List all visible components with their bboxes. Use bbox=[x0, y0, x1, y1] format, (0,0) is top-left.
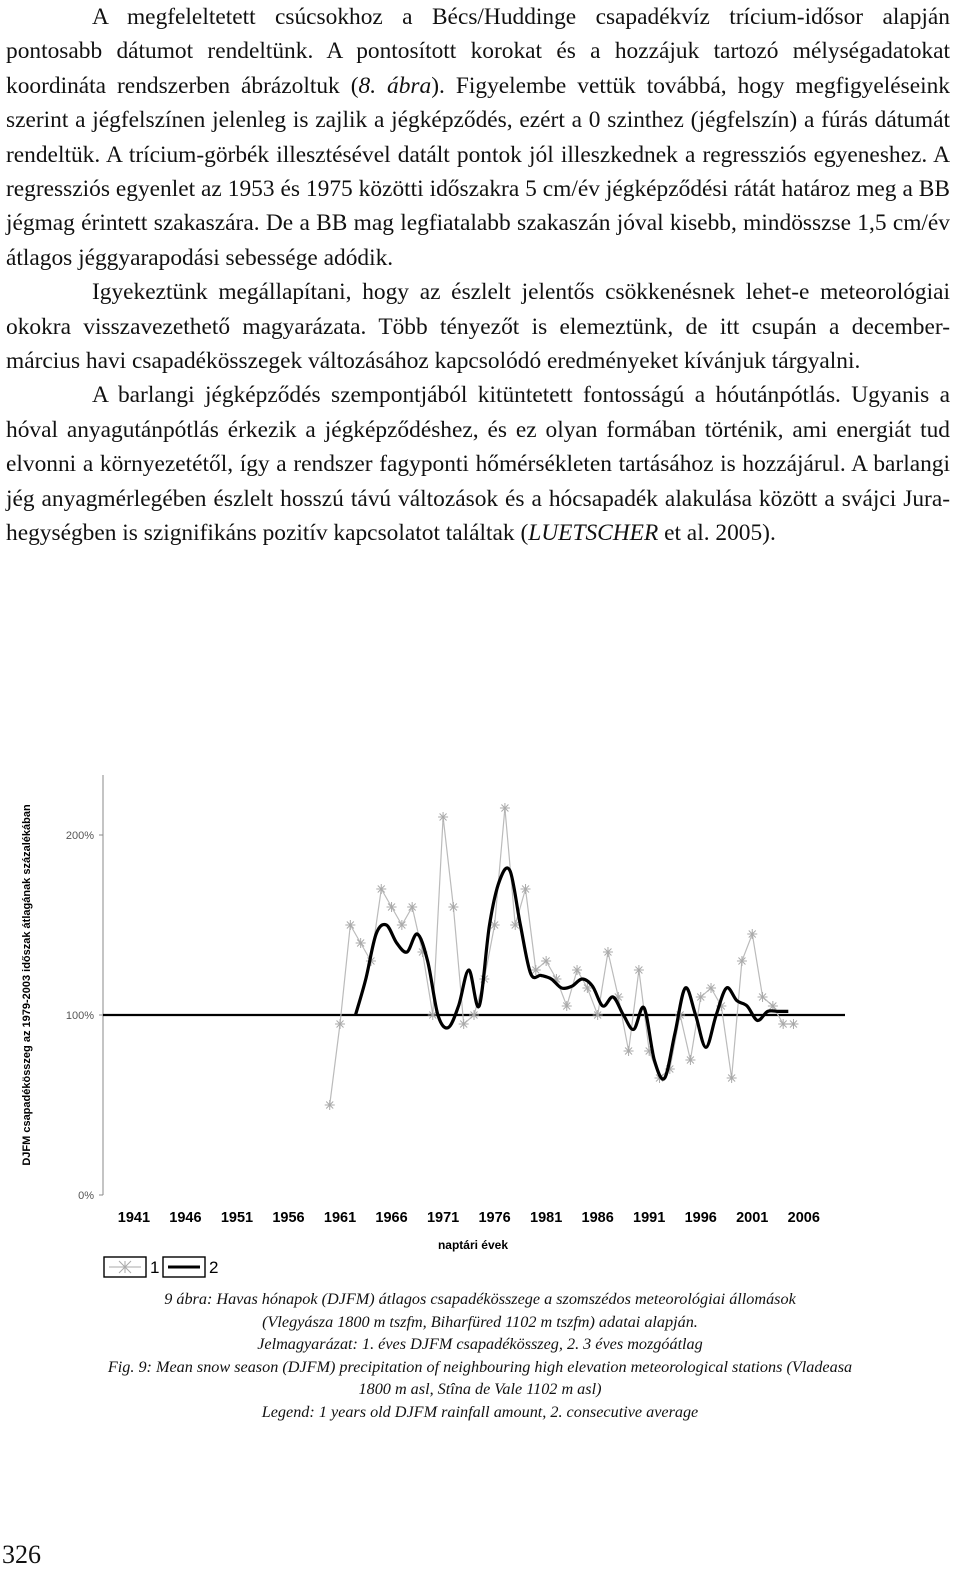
series-1-point bbox=[788, 1019, 798, 1029]
series-2-line bbox=[356, 868, 789, 1079]
paragraph-3 bbox=[6, 378, 950, 550]
figure-reference: 8. ábra bbox=[358, 72, 432, 99]
series-1-point bbox=[521, 884, 531, 894]
series-1-line bbox=[330, 808, 794, 1105]
series-1-point bbox=[448, 902, 458, 912]
x-axis-label: naptári évek bbox=[437, 1238, 509, 1252]
body-text bbox=[6, 0, 950, 551]
caption-line-2: (Vlegyásza 1800 m tszfm, Biharfüred 1102 m tszfm) adatai alapján. bbox=[262, 1312, 698, 1331]
paragraph-3-text-a: A barlangi jégképződés szempontjából kitüntetett fontosságú a hóutánpótlás. Ugyanis a hóval anyagutánpótlás érkezik a jégképződéshez, és ez olyan formában történik, ami energiát tud elvonni a környezetétől, így a rendszer fagyponti hőmérsékleten tartásához is hozzájárul. A barlangi jég anyagmérlegében észlelt hosszú távú változások és a hócsapadék alakulása között a svájci Jura-hegységben is szignifikáns pozitív kapcsolatot találtak ( bbox=[6, 382, 950, 547]
x-ticks-group bbox=[118, 1210, 820, 1226]
series-1-point bbox=[325, 1100, 335, 1110]
x-tick-label: 2006 bbox=[787, 1210, 820, 1226]
series-1-point bbox=[469, 1010, 479, 1020]
series-1-point bbox=[356, 938, 366, 948]
x-tick-label: 1991 bbox=[633, 1210, 666, 1226]
series-1-point bbox=[500, 803, 510, 813]
legend-label-1: 1 bbox=[150, 1258, 160, 1277]
x-tick-label: 1986 bbox=[581, 1210, 614, 1226]
series-1-point bbox=[572, 965, 582, 975]
series-1-group bbox=[325, 803, 799, 1110]
series-1-point bbox=[696, 992, 706, 1002]
series-1-point bbox=[778, 1019, 788, 1029]
series-1-point bbox=[685, 1055, 695, 1065]
series-1-point bbox=[634, 965, 644, 975]
figure-caption bbox=[0, 1288, 960, 1423]
series-1-point bbox=[541, 956, 551, 966]
x-tick-label: 1976 bbox=[478, 1210, 511, 1226]
x-tick-label: 1996 bbox=[684, 1210, 717, 1226]
series-1-point bbox=[593, 1010, 603, 1020]
series-1-point bbox=[335, 1019, 345, 1029]
series-1-point bbox=[624, 1046, 634, 1056]
paragraph-1-text-b: ). Figyelembe vettük továbbá, hogy megfigyeléseink szerint a jégfelszínen jelenleg is zajlik a jégképződés, ezért a 0 szinthez (jégfelszín) a fúrás dátumát rendeltük. A trícium-görbék illesztésével datált pontok jól illeszkednek a regressziós egyeneshez. A regressziós egyenlet az 1953 és 1975 közötti időszakra 5 cm/év jégképződési rátát határoz meg a BB jégmag érintett szakaszára. De a BB mag legfiatalabb szakaszán jóval kisebb, mindösszse 1,5 cm/év átlagos jéggyarapodási sebessége adódik. bbox=[6, 72, 950, 271]
x-tick-label: 1956 bbox=[272, 1210, 305, 1226]
series-1-point bbox=[376, 884, 386, 894]
legend bbox=[104, 1257, 218, 1277]
paragraph-1-text-a: A megfeleltetett csúcsokhoz a Bécs/Huddinge csapadékvíz trícium-idősor alapján pontosabb dátumot rendeltünk. A pontosított korokat és a hozzájuk tartozó mélységadatokat koordináta rendszerben ábrázoltuk ( bbox=[6, 4, 950, 99]
caption-line-6: Legend: 1 years old DJFM rainfall amount, 2. consecutive average bbox=[261, 1402, 699, 1421]
paragraph-2 bbox=[6, 275, 950, 378]
x-tick-label: 2001 bbox=[736, 1210, 769, 1226]
series-1-point bbox=[387, 902, 397, 912]
paragraph-1 bbox=[6, 0, 950, 275]
series-1-point bbox=[345, 920, 355, 930]
y-axis-label: DJFM csapadékösszeg az 1979-2003 időszak átlagának százalékában bbox=[21, 804, 33, 1166]
paragraph-3-text-b: et al. 2005). bbox=[658, 520, 776, 547]
series-1-point bbox=[438, 812, 448, 822]
series-1-point bbox=[459, 1019, 469, 1029]
series-1-point bbox=[737, 956, 747, 966]
x-tick-label: 1966 bbox=[375, 1210, 408, 1226]
y-tick-label: 0% bbox=[78, 1190, 94, 1202]
y-axis-label-group bbox=[21, 804, 33, 1166]
precipitation-chart bbox=[0, 740, 960, 1285]
caption-line-3: Jelmagyarázat: 1. éves DJFM csapadékösszeg, 2. 3 éves mozgóátlag bbox=[257, 1335, 703, 1353]
x-tick-label: 1971 bbox=[426, 1210, 460, 1226]
paragraph-2-text: Igyekeztünk megállapítani, hogy az észlelt jelentős csökkenésnek lehet-e meteorológiai okokra visszavezethető magyarázata. Több tényezőt is elemeztünk, de itt csupán a december-március havi csapadékösszegek változásához kapcsolódó eredményeket kívánjuk tárgyalni. bbox=[6, 279, 950, 375]
caption-line-5: 1800 m asl, Stîna de Vale 1102 m asl) bbox=[358, 1380, 602, 1398]
x-tick-label: 1946 bbox=[169, 1210, 202, 1226]
series-1-point bbox=[407, 902, 417, 912]
page-number: 326 bbox=[2, 1540, 41, 1569]
citation-author: LUETSCHER bbox=[528, 520, 659, 547]
series-1-point bbox=[562, 1001, 572, 1011]
series-1-point bbox=[397, 920, 407, 930]
x-tick-label: 1951 bbox=[220, 1210, 254, 1226]
caption-line-4: Fig. 9: Mean snow season (DJFM) precipitation of neighbouring high elevation meteorological stations (Vladeasa bbox=[107, 1357, 853, 1376]
series-1-point bbox=[758, 992, 768, 1002]
y-tick-label: 100% bbox=[65, 1010, 94, 1022]
x-tick-label: 1941 bbox=[117, 1210, 151, 1226]
x-tick-label: 1961 bbox=[323, 1210, 357, 1226]
series-1-point bbox=[706, 983, 716, 993]
series-2-group bbox=[356, 868, 789, 1079]
legend-label-2: 2 bbox=[209, 1258, 219, 1277]
series-1-point bbox=[747, 929, 757, 939]
y-tick-label: 200% bbox=[65, 830, 94, 842]
x-tick-label: 1981 bbox=[530, 1210, 563, 1226]
series-1-point bbox=[727, 1073, 737, 1083]
series-1-point bbox=[603, 947, 613, 957]
caption-line-1: 9 ábra: Havas hónapok (DJFM) átlagos csapadékösszege a szomszédos meteorológiai állomások bbox=[164, 1290, 796, 1308]
